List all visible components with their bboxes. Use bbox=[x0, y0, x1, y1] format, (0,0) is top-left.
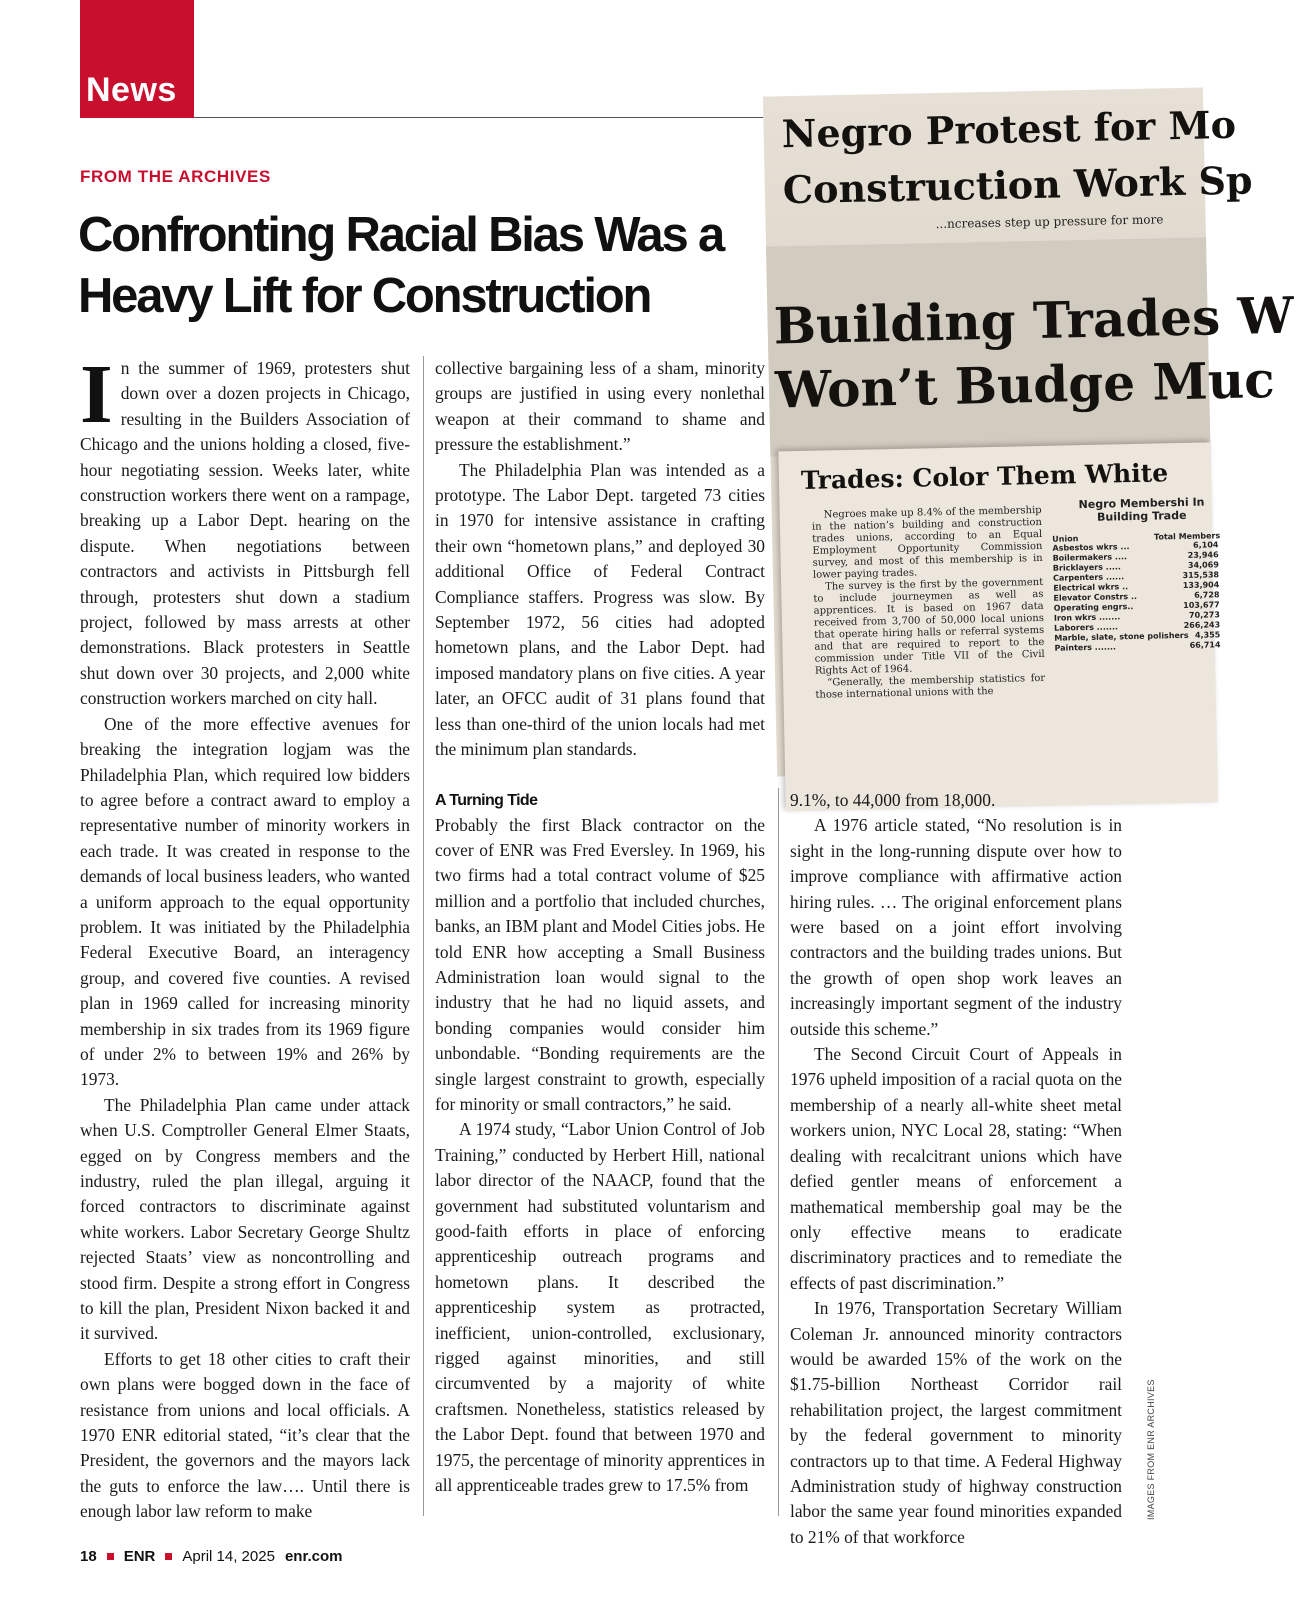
clipping-body-paragraph: Negroes make up 8.4% of the membership in the nation’s building and construction trades unions, according to an Equal Employment Opportunity Commission survey, and most of this membership is in lower paying trades. bbox=[811, 504, 1043, 581]
row-total: 266,243 bbox=[1183, 620, 1221, 630]
row-total: 6,104 bbox=[1193, 540, 1219, 550]
kicker: FROM THE ARCHIVES bbox=[80, 167, 271, 186]
row-union: Iron wkrs ....... bbox=[1053, 612, 1121, 623]
article-paragraph: A 1974 study, “Labor Union Control of Job Training,” conducted by Herbert Hill, national labor director of the NAACP, found that the government had substituted voluntarism and good-faith efforts in place of enforcing apprenticeship outreach programs and hometown plans. It described the apprenticeship system as protracted, inefficient, union-controlled, exclusionary, rigged against minorities, and still circumvented by a majority of white craftsmen. Nonetheless, statistics released by the Labor Dept. found that between 1970 and 1975, the percentage of minority apprentices in all apprenticeable trades grew to 17.5% from bbox=[435, 1119, 765, 1496]
article-paragraph bbox=[80, 348, 410, 712]
page-footer bbox=[80, 1548, 342, 1565]
clipping-col-union: Union bbox=[1052, 534, 1079, 544]
headline bbox=[78, 205, 758, 327]
clipping-headline-3: Trades: Color Them White bbox=[800, 458, 1169, 495]
row-total: 315,538 bbox=[1182, 570, 1220, 580]
row-total: 4,355 bbox=[1194, 630, 1221, 640]
row-total: 70,273 bbox=[1188, 610, 1220, 620]
footer-date: April 14, 2025 bbox=[182, 1548, 275, 1565]
clipping-body-paragraph: “Generally, the membership statistics for those international unions with the bbox=[815, 672, 1046, 701]
article-paragraph: The Philadelphia Plan came under attack when U.S. Comptroller General Elmer Staats, egged on by Congress members and the industry, ruled the plan illegal, arguing it forced contractors to discriminate against white workers. Labor Secretary George Shultz rejected Staats’ view as noncontrolling and stood firm. Despite a strong effort in Congress to kill the plan, President Nixon backed it and it survived. bbox=[80, 1094, 410, 1344]
paragraph-text: n the summer of 1969, protesters shut down over a dozen projects in Chicago, resulting in the Builders Association of Chicago and the unions holding a closed, five-hour negotiating session. Weeks later, white construction workers there went on a rampage, breaking up a Labor Dept. hearing on the dispute. When negotiations between contractors and activists in Pittsburgh fell through, protesters shut down a stadium project, followed by mass arrests at other demonstrations. Black protesters in Seattle shut down over 30 projects, and 2,000 white construction workers marched on city hall. bbox=[80, 358, 410, 709]
footer-brand: ENR bbox=[123, 1548, 156, 1565]
section-tab bbox=[80, 0, 194, 118]
row-union: Laborers ....... bbox=[1054, 622, 1119, 633]
row-union: Bricklayers ..... bbox=[1052, 562, 1122, 573]
clipping-headline-2 bbox=[773, 284, 1296, 423]
article-paragraph: A 1976 article stated, “No resolution is in sight in the long-running dispute over how to improve compliance with affirmative action hiring rules. … The original enforcement plans were based on a joint effort involving contractors and the building trades unions. But the growth of open shop work leaves an increasingly important segment of the industry outside this scheme.” bbox=[790, 815, 1122, 1039]
page-number: 18 bbox=[80, 1548, 97, 1565]
article-column-1 bbox=[80, 348, 410, 1525]
article-paragraph: The Second Circuit Court of Appeals in 1976 upheld imposition of a racial quota on the membership of a nearly all-white sheet metal workers union, NYC Local 28, stating: “When dealing with recalcitrant unions which have defied gentler means of enforcement a mathematical membership goal may be the only effective means to eradicate discriminatory practices and to remediate the effects of past discrimination.” bbox=[790, 1044, 1122, 1293]
clipping-headline-1-line-2: Construction Work Sp bbox=[782, 157, 1253, 213]
row-total: 23,946 bbox=[1187, 550, 1219, 560]
article-column-2 bbox=[435, 356, 765, 1498]
row-total: 66,714 bbox=[1189, 640, 1221, 650]
article-paragraph: 9.1%, to 44,000 from 18,000. bbox=[790, 790, 996, 810]
clipping-headline-2-line-1: Building Trades W bbox=[773, 285, 1295, 356]
row-union: Asbestos wkrs ... bbox=[1052, 542, 1130, 553]
square-bullet-icon bbox=[165, 1553, 172, 1560]
clipping-body bbox=[812, 505, 1046, 702]
row-union: Painters ....... bbox=[1054, 642, 1117, 653]
article-paragraph: collective bargaining less of a sham, minority groups are justified in using every nonlethal weapon at their command to shame and pressure the establishment.” bbox=[435, 358, 765, 455]
row-union: Marble, slate, stone polishers bbox=[1054, 630, 1189, 643]
clipping-table-title: Negro Membershi In Building Trade bbox=[1078, 495, 1205, 524]
clipping-headline-1-line-1: Negro Protest for Mo bbox=[781, 101, 1237, 157]
clipping-membership-table bbox=[1051, 495, 1234, 654]
square-bullet-icon bbox=[107, 1553, 114, 1560]
row-total: 133,904 bbox=[1182, 580, 1220, 590]
row-total: 34,069 bbox=[1187, 560, 1219, 570]
row-total: 103,677 bbox=[1183, 600, 1220, 610]
clipping-subline: ...ncreases step up pressure for more bbox=[935, 212, 1164, 232]
drop-cap: I bbox=[80, 348, 113, 441]
article-column-3 bbox=[790, 788, 1122, 1550]
column-divider bbox=[778, 788, 779, 1516]
row-union: Elevator Constrs .. bbox=[1053, 591, 1138, 603]
row-union: Electrical wkrs .. bbox=[1053, 582, 1129, 593]
row-union: Operating engrs.. bbox=[1053, 602, 1134, 613]
clipping-col-total: Total Members bbox=[1153, 531, 1221, 542]
clipping-headline-2-line-2: Won’t Budge Muc bbox=[774, 350, 1276, 420]
headline-line-1: Confronting Racial Bias Was a bbox=[78, 208, 724, 262]
column-divider bbox=[423, 356, 424, 1516]
clipping-body-paragraph: The survey is the first by the government to include journeymen as well as apprentices. It is based on 1967 data received from 3,700 of 50,000 local unions that operate hiring halls or referral systems and that are required to report to the commission under Title VII of the Civil Rights Act of 1964. bbox=[813, 576, 1045, 677]
row-union: Boilermakers .... bbox=[1052, 552, 1128, 563]
section-tab-label: News bbox=[86, 71, 177, 109]
article-paragraph: Probably the first Black contractor on the cover of ENR was Fred Eversley. In 1969, his two firms had a total contract volume of $25 million and a portfolio that included churches, banks, an IBM plant and Model Cities jobs. He told ENR how accepting a Small Business Administration loan would signal to the industry that he had no liquid assets, and bonding companies would consider him unbondable. “Bonding requirements are the single largest constraint to growth, especially for minority or small contractors,” he said. bbox=[435, 814, 765, 1114]
image-credit: IMAGES FROM ENR ARCHIVES bbox=[1146, 1379, 1156, 1520]
article-paragraph: In 1976, Transportation Secretary William Coleman Jr. announced minority contractors would be awarded 15% of the work on the $1.75-billion Northeast Corridor rail rehabilitation project, the largest commitment by the federal government to minority contractors up to that time. A Federal Highway Administration study of highway construction labor the same year found minorities expanded to 21% of that workforce bbox=[790, 1298, 1122, 1547]
article-paragraph: The Philadelphia Plan was intended as a prototype. The Labor Dept. targeted 73 cities in 1970 for intensive assistance in crafting their own “hometown plans,” and deployed 30 additional Office of Federal Contract Compliance staffers. Progress was slow. By September 1972, 56 cities had adopted hometown plans, and the Labor Dept. had imposed mandatory plans on five cities. A year later, an OFCC audit of 31 plans found that less than one-third of the union locals had met the minimum plan standards. bbox=[435, 459, 765, 760]
article-paragraph: One of the more effective avenues for breaking the integration logjam was the Philadelphia Plan, which required low bidders to agree before a contract award to employ a representative number of minority workers in each trade. It was created in response to the demands of local business leaders, who wanted a uniform approach to the equal opportunity problem. It was initiated by the Philadelphia Federal Executive Board, an interagency group, and covered five counties. A revised plan in 1969 called for increasing minority membership in six trades from its 1969 figure of under 2% to between 19% and 26% by 1973. bbox=[80, 713, 410, 1090]
subhead: A Turning Tide bbox=[435, 791, 538, 809]
row-union: Carpenters ...... bbox=[1052, 572, 1125, 583]
article-paragraph: Efforts to get 18 other cities to craft their own plans were bogged down in the face of resistance from unions and local officials. A 1970 ENR editorial stated, “it’s clear that the President, the governors and the mayors lack the guts to enforce the law…. Until there is enough labor law reform to make bbox=[80, 1348, 410, 1522]
row-total: 6,728 bbox=[1194, 590, 1220, 600]
archive-clipping-image bbox=[763, 87, 1295, 776]
clipping-headline-1 bbox=[781, 96, 1253, 218]
headline-line-2: Heavy Lift for Construction bbox=[78, 269, 651, 323]
footer-site: enr.com bbox=[284, 1548, 343, 1565]
